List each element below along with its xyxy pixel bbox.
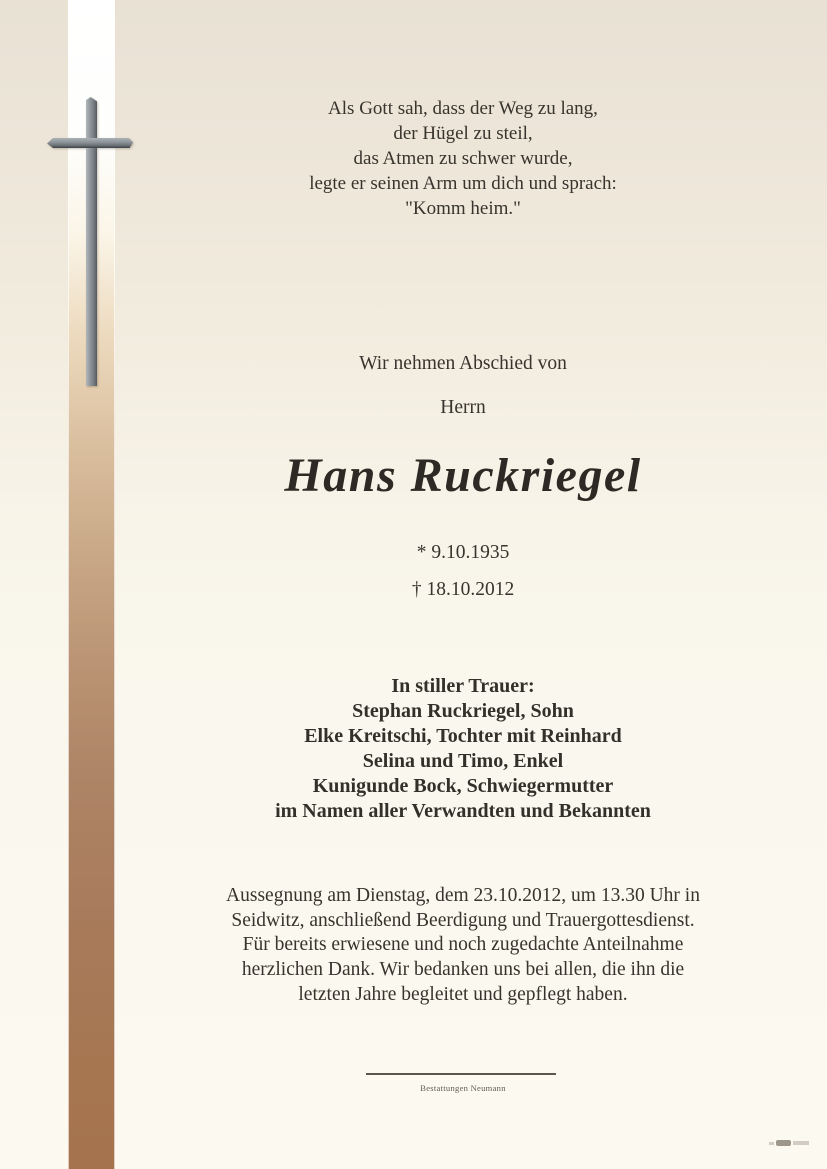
farewell-line: Wir nehmen Abschied von: [359, 353, 567, 374]
funeral-notice: [99, 884, 827, 1008]
printshop-watermark: [769, 1139, 815, 1147]
notice-line: letzten Jahre begleitet und gepflegt haben.: [298, 983, 628, 1005]
notice-line: Seidwitz, anschließend Beerdigung und Trauergottesdienst.: [231, 909, 695, 931]
funeral-home-name: Bestattungen Neumann: [420, 1083, 506, 1093]
mourner-line: Kunigunde Bock, Schwiegermutter: [312, 775, 614, 797]
poem-line: "Komm heim.": [405, 198, 521, 219]
mourner-line: im Namen aller Verwandten und Bekannten: [275, 800, 651, 822]
birth-date: * 9.10.1935: [416, 542, 510, 563]
poem: [99, 96, 827, 221]
deceased-name: Hans Ruckriegel: [284, 449, 642, 502]
signature-divider: [366, 1073, 556, 1075]
poem-line: Als Gott sah, dass der Weg zu lang,: [328, 98, 598, 119]
mourner-line: Elke Kreitschi, Tochter mit Reinhard: [304, 725, 622, 747]
poem-line: das Atmen zu schwer wurde,: [353, 148, 573, 169]
notice-line: Für bereits erwiesene und noch zugedachte Anteilnahme: [242, 934, 684, 956]
poem-line: der Hügel zu steil,: [393, 123, 533, 144]
notice-line: herzlichen Dank. Wir bedanken uns bei allen, die ihn die: [241, 959, 685, 981]
mourner-line: Stephan Ruckriegel, Sohn: [352, 700, 574, 722]
watermark-logo: [776, 1140, 791, 1146]
watermark-mark: [793, 1141, 809, 1145]
mourner-line: Selina und Timo, Enkel: [362, 750, 564, 772]
watermark-mark: [769, 1142, 774, 1145]
notice-line: Aussegnung am Dienstag, dem 23.10.2012, um 13.30 Uhr in: [226, 885, 700, 906]
mourning-list: [99, 674, 827, 824]
death-date: † 18.10.2012: [411, 579, 515, 600]
mourning-heading: In stiller Trauer:: [391, 675, 535, 697]
poem-line: legte er seinen Arm um dich und sprach:: [309, 173, 617, 194]
salutation: Herrn: [440, 397, 486, 418]
